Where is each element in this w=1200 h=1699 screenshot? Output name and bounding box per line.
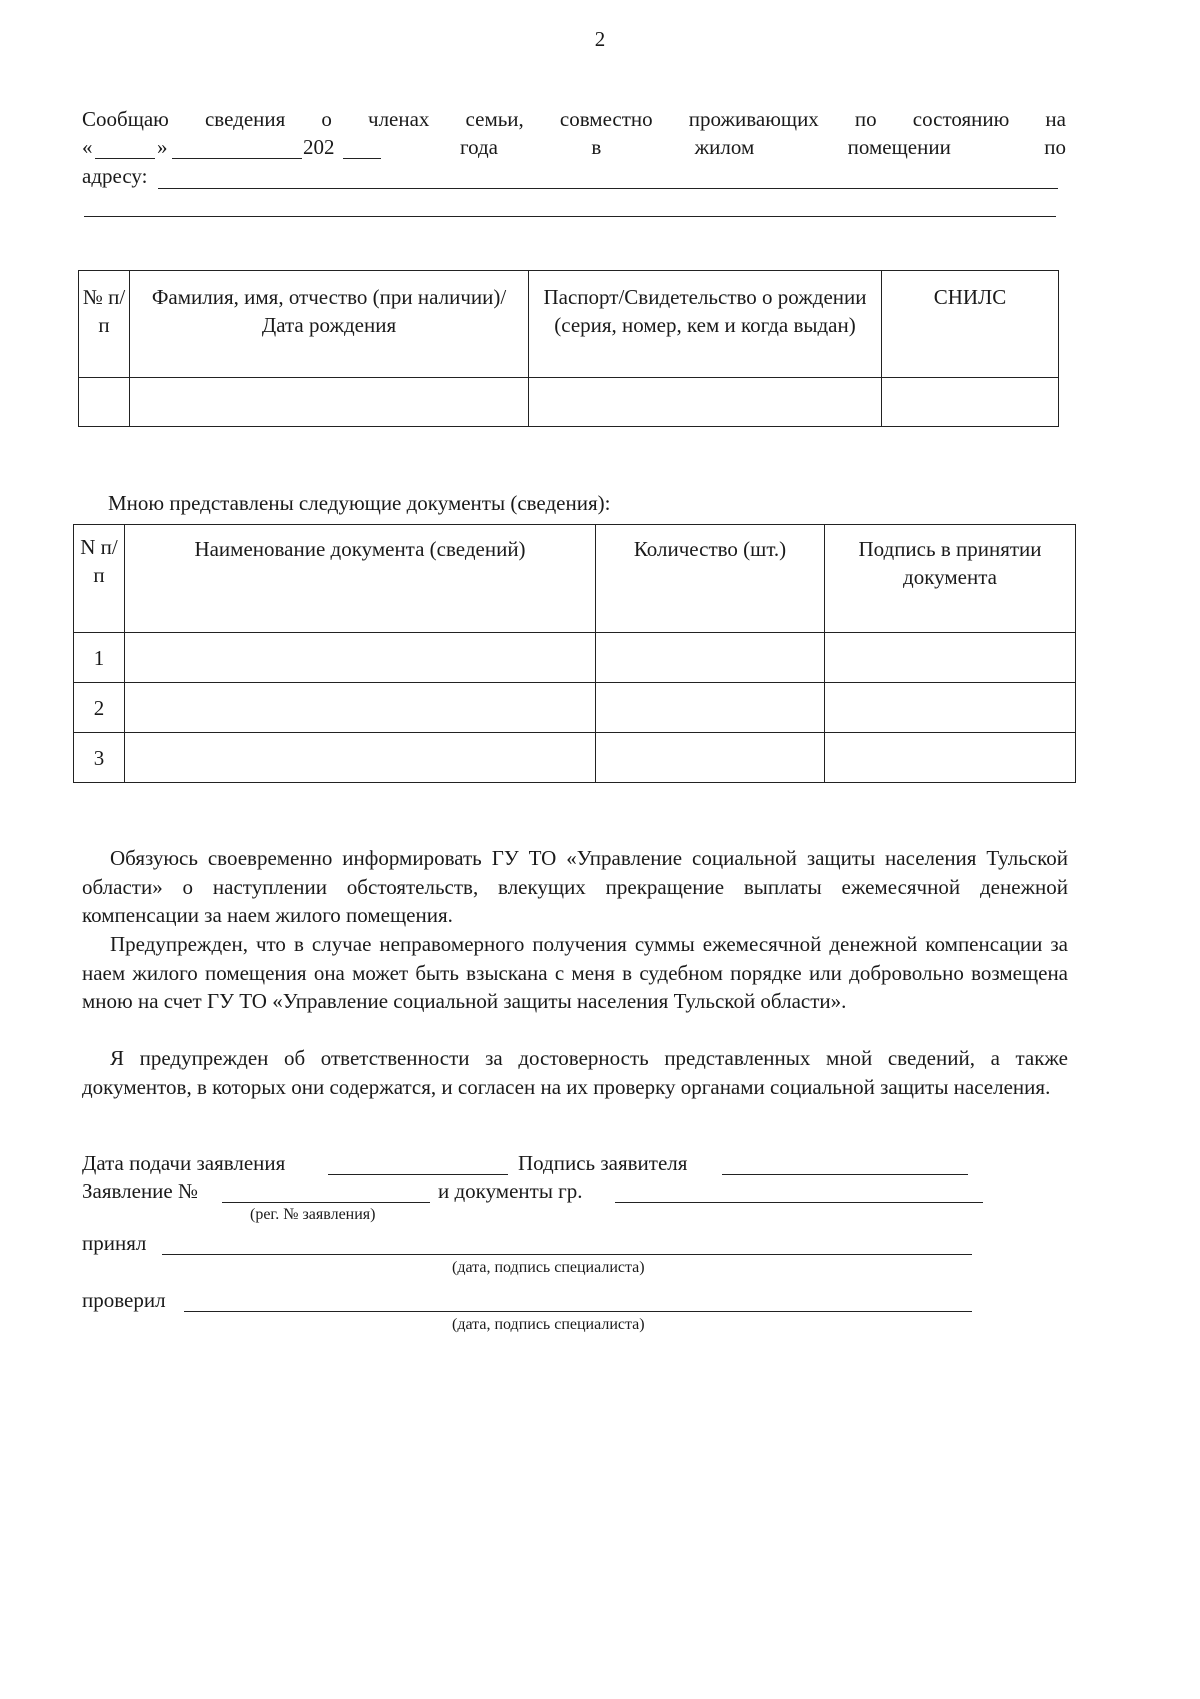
intro-word: в: [591, 135, 602, 159]
accepted-label: принял: [82, 1231, 147, 1255]
docs-header-quantity: Количество (шт.): [596, 525, 825, 633]
submission-date-blank[interactable]: [328, 1174, 508, 1175]
applicant-signature-label: Подпись заявителя: [518, 1151, 688, 1175]
intro-word: помещении: [847, 135, 951, 159]
family-cell-document[interactable]: [529, 378, 882, 427]
accepted-hint: (дата, подпись специалиста): [452, 1259, 645, 1276]
checked-blank[interactable]: [184, 1311, 972, 1312]
checked-label: проверил: [82, 1288, 166, 1312]
table-row: [74, 633, 1076, 683]
docs-cell-quantity[interactable]: [596, 633, 825, 683]
docs-cell-signature[interactable]: [825, 633, 1076, 683]
family-cell-name[interactable]: [130, 378, 529, 427]
obligation-paragraph: [82, 844, 1068, 930]
documents-citizen-label: и документы гр.: [438, 1179, 583, 1203]
family-table-header: [79, 271, 1059, 378]
docs-cell-name[interactable]: [125, 733, 596, 783]
documents-table: [73, 524, 1076, 783]
intro-word: сведения: [204, 107, 286, 131]
family-table: [78, 270, 1059, 427]
table-row: [74, 733, 1076, 783]
obligation-text: Обязуюсь своевременно информировать ГУ ТО «Управление социальной защиты населения Тульской области» о наступлении обстоятельств, влекущих прекращение выплаты ежемесячной денежной компенсации за наем жилого помещения.: [82, 846, 1068, 927]
docs-cell-number: 2: [74, 683, 125, 733]
docs-header-number: N п/ п: [74, 525, 125, 633]
responsibility-paragraph: [82, 1044, 1068, 1101]
reg-number-hint: (рег. № заявления): [250, 1206, 376, 1223]
applicant-signature-blank[interactable]: [722, 1174, 968, 1175]
family-cell-number[interactable]: [79, 378, 130, 427]
intro-word: жилом: [694, 135, 755, 159]
intro-word: состоянию: [912, 107, 1010, 131]
intro-word: по: [854, 107, 877, 131]
address-label: адресу:: [82, 164, 148, 188]
docs-cell-signature[interactable]: [825, 683, 1076, 733]
accepted-blank[interactable]: [162, 1254, 972, 1255]
family-header-number: № п/п: [79, 271, 130, 378]
family-header-snils: СНИЛС: [882, 271, 1059, 378]
docs-cell-number: 3: [74, 733, 125, 783]
submission-date-label: Дата подачи заявления: [82, 1151, 286, 1175]
documents-citizen-blank[interactable]: [615, 1202, 983, 1203]
address-blank-2[interactable]: [84, 216, 1056, 217]
docs-intro: Мною представлены следующие документы (сведения):: [108, 491, 611, 515]
intro-word: на: [1045, 107, 1066, 131]
table-row: [79, 378, 1059, 427]
docs-cell-name[interactable]: [125, 633, 596, 683]
family-cell-snils[interactable]: [882, 378, 1059, 427]
intro-date-close-quote: »: [157, 135, 168, 159]
intro-word: года: [460, 135, 498, 159]
warning-text: Предупрежден, что в случае неправомерного получения суммы ежемесячной денежной компенсации за наем жилого помещения она может быть взыскана с меня в судебном порядке или добровольно возмещена мною на счет ГУ ТО «Управление социальной защиты населения Тульской области».: [82, 932, 1068, 1013]
intro-line-2: [460, 133, 1066, 161]
docs-header-name: Наименование документа (сведений): [125, 525, 596, 633]
date-day-blank[interactable]: [95, 158, 155, 159]
intro-line-1: [82, 105, 1066, 133]
docs-cell-name[interactable]: [125, 683, 596, 733]
intro-word: семьи,: [465, 107, 524, 131]
docs-cell-quantity[interactable]: [596, 683, 825, 733]
docs-header-signature: Подпись в принятии документа: [825, 525, 1076, 633]
docs-cell-number: 1: [74, 633, 125, 683]
date-year-blank[interactable]: [343, 158, 381, 159]
intro-date-year: 202: [303, 135, 335, 159]
intro-word: совместно: [559, 107, 653, 131]
docs-cell-quantity[interactable]: [596, 733, 825, 783]
application-number-label: Заявление №: [82, 1179, 199, 1203]
page-number: 2: [594, 27, 606, 51]
intro-word: по: [1044, 135, 1066, 159]
date-month-blank[interactable]: [172, 158, 302, 159]
intro-date-open-quote: «: [82, 135, 93, 159]
intro-word: Сообщаю: [82, 107, 169, 131]
intro-word: о: [321, 107, 332, 131]
docs-table-header: [74, 525, 1076, 633]
address-blank[interactable]: [158, 188, 1058, 189]
table-row: [74, 683, 1076, 733]
responsibility-text: Я предупрежден об ответственности за достоверность представленных мной сведений, а также документов, в которых они содержатся, и согласен на их проверку органами социальной защиты населения.: [82, 1046, 1068, 1099]
family-header-document: Паспорт/Свидетельство о рождении (серия, номер, кем и когда выдан): [529, 271, 882, 378]
intro-word: членах: [368, 107, 430, 131]
family-header-name: Фамилия, имя, отчество (при наличии)/Дата рождения: [130, 271, 529, 378]
warning-paragraph: [82, 930, 1068, 1016]
application-number-blank[interactable]: [222, 1202, 430, 1203]
intro-word: проживающих: [688, 107, 819, 131]
docs-cell-signature[interactable]: [825, 733, 1076, 783]
checked-hint: (дата, подпись специалиста): [452, 1316, 645, 1333]
